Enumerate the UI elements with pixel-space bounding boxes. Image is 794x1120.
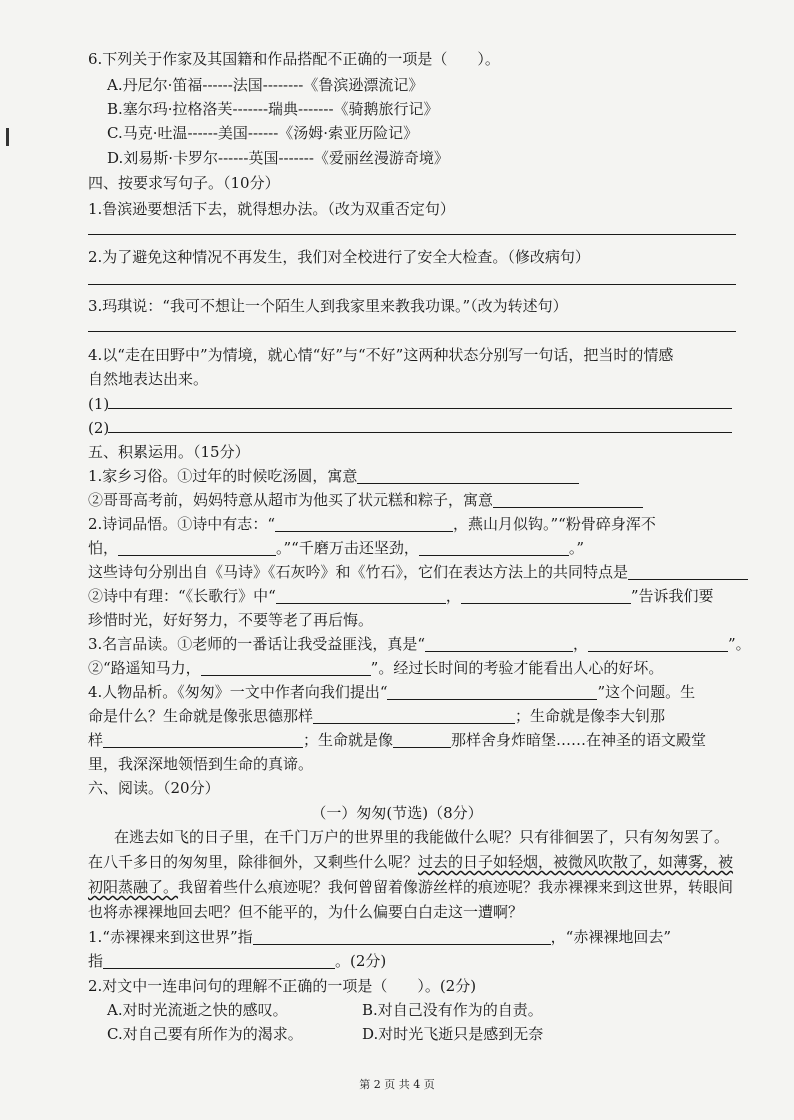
s4-q4-answer-line-2[interactable] <box>108 432 732 433</box>
passage-line-3b: 我留着些什么痕迹呢？我何曾留着像游丝样的痕迹呢？我赤裸裸来到这世界，转眼间 <box>178 878 734 896</box>
s6-q1-a-text1: 1.“赤裸裸来到这世界”指 <box>88 928 253 946</box>
q6-option-c: C.马克·吐温------美国------《汤姆·索亚历险记》 <box>107 124 419 142</box>
s5-q1-b-text: ②哥哥高考前，妈妈特意从超市为他买了状元糕和粽子，寓意 <box>88 491 494 509</box>
s5-q1-b <box>88 489 643 511</box>
passage-line-3 <box>88 876 733 898</box>
s5-q2-c-blank[interactable] <box>628 563 748 580</box>
section-5-heading: 五、积累运用。（15分） <box>88 443 250 461</box>
s6-q1-a <box>88 926 671 948</box>
s5-q2-b-text3: 。” <box>568 539 585 557</box>
s5-q3-b-blank[interactable] <box>201 659 371 676</box>
s5-q4-c <box>88 729 706 751</box>
s5-q2-d-text1: ②诗中有理：“《长歌行》中“ <box>88 587 276 605</box>
s5-q2-b-blank2[interactable] <box>419 539 569 556</box>
passage-line-1: 在逃去如飞的日子里，在千门万户的世界里的我能做什么呢？只有徘徊罢了，只有匆匆罢了。 <box>114 828 730 846</box>
s5-q3-b-text1: ②“路遥知马力， <box>88 659 201 677</box>
s5-q3-a-text3: ”。 <box>728 635 751 653</box>
s5-q2-b-text1: 怕， <box>88 539 119 557</box>
s5-q2-a-blank[interactable] <box>275 515 453 532</box>
passage-title: （一）匆匆(节选)（8分） <box>311 804 483 822</box>
section-6-heading: 六、阅读。（20分） <box>88 779 220 797</box>
s5-q3-a-blank1[interactable] <box>425 635 573 652</box>
s5-q4-a-blank[interactable] <box>387 683 597 700</box>
s5-q3-a <box>88 633 751 655</box>
s5-q2-d-text2: ， <box>445 587 461 605</box>
s5-q4-b-blank[interactable] <box>313 707 515 724</box>
s5-q2-b <box>88 537 584 559</box>
s4-q4-label-2: (2) <box>88 419 110 437</box>
s5-q1-a <box>88 465 579 487</box>
s5-q4-c-text2: ；生命就是像 <box>303 731 394 749</box>
passage-line-2b: 过去的日子如轻烟，被微风吹散了，如薄雾，被 <box>418 853 734 871</box>
s5-q4-c-text3: 那样舍身炸暗堡……在神圣的语文殿堂 <box>451 731 707 749</box>
q6-stem: 6.下列关于作家及其国籍和作品搭配不正确的一项是（ ）。 <box>88 50 500 68</box>
s4-q4-answer-line-1[interactable] <box>108 408 732 409</box>
q6-option-b: B.塞尔玛·拉格洛芙-------瑞典-------《骑鹅旅行记》 <box>107 100 439 118</box>
s4-q3-answer-line[interactable] <box>88 331 736 332</box>
s5-q2-c <box>88 561 748 583</box>
s5-q2-e: 珍惜时光，好好努力，不要等老了再后悔。 <box>88 611 374 629</box>
passage-line-2 <box>88 851 733 873</box>
s6-q1-b-text1: 指 <box>88 952 104 970</box>
s5-q4-d: 里，我深深地领悟到生命的真谛。 <box>88 755 314 773</box>
s5-q2-b-blank1[interactable] <box>118 539 276 556</box>
q6-option-a: A.丹尼尔·笛福------法国--------《鲁滨逊漂流记》 <box>107 76 424 94</box>
s4-q1-answer-line[interactable] <box>88 234 736 235</box>
s5-q2-d-text3: ”告诉我们要 <box>630 587 714 605</box>
s5-q3-a-text2: ， <box>572 635 588 653</box>
s6-q2-option-c: C.对自己要有所作为的渴求。 <box>107 1025 303 1043</box>
s5-q4-b-text1: 命是什么？生命就是像张思德那样 <box>88 707 314 725</box>
s5-q2-c-text: 这些诗句分别出自《马诗》《石灰吟》和《竹石》，它们在表达方法上的共同特点是 <box>88 563 629 581</box>
s5-q4-a-text1: 4.人物品析。《匆匆》一文中作者向我们提出“ <box>88 683 388 701</box>
s6-q1-a-blank[interactable] <box>253 928 551 945</box>
section-4-heading: 四、按要求写句子。（10分） <box>88 174 280 192</box>
s5-q3-a-blank2[interactable] <box>588 635 728 652</box>
s4-q2: 2.为了避免这种情况不再发生，我们对全校进行了安全大检查。（修改病句） <box>88 248 590 266</box>
s6-q2-option-d: D.对时光飞逝只是感到无奈 <box>362 1025 544 1043</box>
s4-q4-line1: 4.以“走在田野中”为情境，就心情“好”与“不好”这两种状态分别写一句话，把当时的情感 <box>88 346 674 364</box>
q6-option-d: D.刘易斯·卡罗尔------英国-------《爱丽丝漫游奇境》 <box>107 149 449 167</box>
s6-q2-option-a: A.对时光流逝之快的感叹。 <box>107 1001 288 1019</box>
s6-q1-a-text2: ，“赤裸裸地回去” <box>550 928 671 946</box>
s4-q3: 3.玛琪说：“我可不想让一个陌生人到我家里来教我功课。”（改为转述句） <box>88 297 568 315</box>
s5-q4-a-text2: ”这个问题。生 <box>597 683 696 701</box>
s5-q2-a-text1: 2.诗词品悟。①诗中有志：“ <box>88 515 275 533</box>
s5-q4-b-text2: ；生命就是像李大钊那 <box>515 707 666 725</box>
s6-q1-b <box>88 950 386 972</box>
s5-q1-a-blank[interactable] <box>357 467 579 484</box>
s5-q2-a-text2: ，燕山月似钩。”“粉骨碎身浑不 <box>452 515 656 533</box>
s4-q1: 1.鲁滨逊要想活下去，就得想办法。（改为双重否定句） <box>88 200 455 218</box>
passage-line-4: 也将赤裸裸地回去吧？但不能平的，为什么偏要白白走这一遭啊？ <box>88 903 524 921</box>
s6-q1-b-text2: 。(2分) <box>335 952 387 970</box>
s5-q4-c-blank1[interactable] <box>103 731 303 748</box>
s5-q1-a-text: 1.家乡习俗。①过年的时候吃汤圆，寓意 <box>88 467 358 485</box>
s6-q1-b-blank[interactable] <box>103 952 335 969</box>
binding-mark-icon <box>6 128 9 146</box>
s5-q4-c-text1: 样 <box>88 731 104 749</box>
s5-q4-a <box>88 681 695 703</box>
s4-q2-answer-line[interactable] <box>88 284 736 285</box>
s5-q2-d-blank1[interactable] <box>276 587 446 604</box>
s5-q3-b-text2: ”。经过长时间的考验才能看出人心的好坏。 <box>370 659 664 677</box>
s5-q2-a <box>88 513 656 535</box>
passage-line-3a: 初阳蒸融了。 <box>88 878 179 896</box>
s6-q2-option-b: B.对自己没有作为的自责。 <box>362 1001 543 1019</box>
s5-q2-d-blank2[interactable] <box>461 587 631 604</box>
s5-q1-b-blank[interactable] <box>493 491 643 508</box>
s5-q2-d <box>88 585 714 607</box>
page-footer: 第 2 页 共 4 页 <box>359 1078 435 1091</box>
s6-q2: 2.对文中一连串问句的理解不正确的一项是（ ）。(2分) <box>88 977 477 995</box>
s5-q2-b-text2: 。”“千磨万击还坚劲， <box>276 539 419 557</box>
passage-line-2a: 在八千多日的匆匆里，除徘徊外，又剩些什么呢？ <box>88 853 419 871</box>
s5-q3-a-text1: 3.名言品读。①老师的一番话让我受益匪浅，真是“ <box>88 635 425 653</box>
s5-q4-c-blank2[interactable] <box>393 731 451 748</box>
s5-q3-b <box>88 657 663 679</box>
s5-q4-b <box>88 705 665 727</box>
s4-q4-label-1: (1) <box>88 395 110 413</box>
s4-q4-line2: 自然地表达出来。 <box>88 370 209 388</box>
